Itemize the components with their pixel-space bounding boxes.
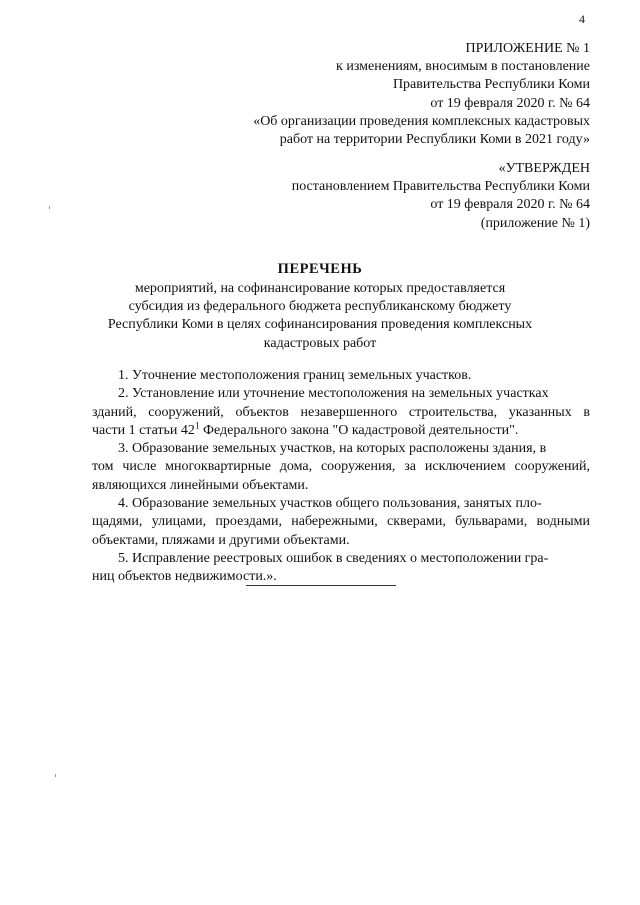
item-line: 5. Исправление реестровых ошибок в сведениях о местоположении гра- xyxy=(118,550,549,566)
item-line-text: части 1 статьи 42 xyxy=(92,422,195,438)
item-line: являющихся линейными объектами. xyxy=(92,477,309,493)
item-line-with-footnote xyxy=(92,422,590,440)
list-item xyxy=(92,550,590,587)
subtitle-line: мероприятий, на софинансирование которых предоставляется xyxy=(134,281,506,296)
approved-line: постановлением Правительства Республики Коми xyxy=(291,179,590,195)
appendix-line: Правительства Республики Коми xyxy=(392,77,590,93)
subtitle-line: субсидия из федерального бюджета республиканскому бюджету xyxy=(128,299,512,315)
list-item xyxy=(92,367,590,385)
item-line: объектами, пляжами и другими объектами. xyxy=(92,532,350,548)
item-line: ниц объектов недвижимости.». xyxy=(92,569,277,585)
item-line-text: Федерального закона "О кадастровой деятельности". xyxy=(199,422,519,438)
appendix-line: от 19 февраля 2020 г. № 64 xyxy=(430,95,590,111)
approved-line: от 19 февраля 2020 г. № 64 xyxy=(430,197,590,213)
appendix-title: ПРИЛОЖЕНИЕ № 1 xyxy=(465,41,590,56)
list-item xyxy=(92,440,590,495)
scan-speck xyxy=(49,206,50,209)
list-item xyxy=(92,495,590,550)
subtitle-line: Республики Коми в целях софинансирования проведения комплексных xyxy=(107,317,533,333)
item-line: 3. Образование земельных участков, на которых расположены здания, в xyxy=(118,441,547,457)
measures-list xyxy=(92,367,590,587)
list-item xyxy=(92,385,590,440)
appendix-line: к изменениям, вносимым в постановление xyxy=(336,59,590,75)
list-subtitle xyxy=(0,280,640,353)
item-line: 2. Установление или уточнение местоположения на земельных участках xyxy=(118,386,549,402)
approved-title: «УТВЕРЖДЕН xyxy=(498,161,590,176)
subtitle-line: кадастровых работ xyxy=(263,335,377,351)
superscript: 1 xyxy=(194,420,200,431)
page-number: 4 xyxy=(579,12,585,26)
appendix-line: работ на территории Республики Коми в 2021 году» xyxy=(279,132,590,148)
scan-speck xyxy=(55,774,56,777)
item-line: 4. Образование земельных участков общего пользования, занятых пло- xyxy=(118,496,542,512)
item-line: зданий, сооружений, объектов незавершенного строительства, указанных в xyxy=(92,404,590,420)
item-line: щадями, улицами, проездами, набережными, скверами, бульварами, водными xyxy=(92,514,590,530)
item-line: 1. Уточнение местоположения границ земельных участков. xyxy=(118,368,472,383)
approved-line: (приложение № 1) xyxy=(480,215,590,231)
list-title: ПЕРЕЧЕНЬ xyxy=(277,261,363,277)
appendix-header xyxy=(253,40,590,149)
approval-stamp-text xyxy=(292,160,590,233)
item-line: том числе многоквартирные дома, сооружения, за исключением сооружений, xyxy=(92,459,590,475)
end-divider xyxy=(246,585,396,586)
appendix-line: «Об организации проведения комплексных кадастровых xyxy=(253,113,590,129)
